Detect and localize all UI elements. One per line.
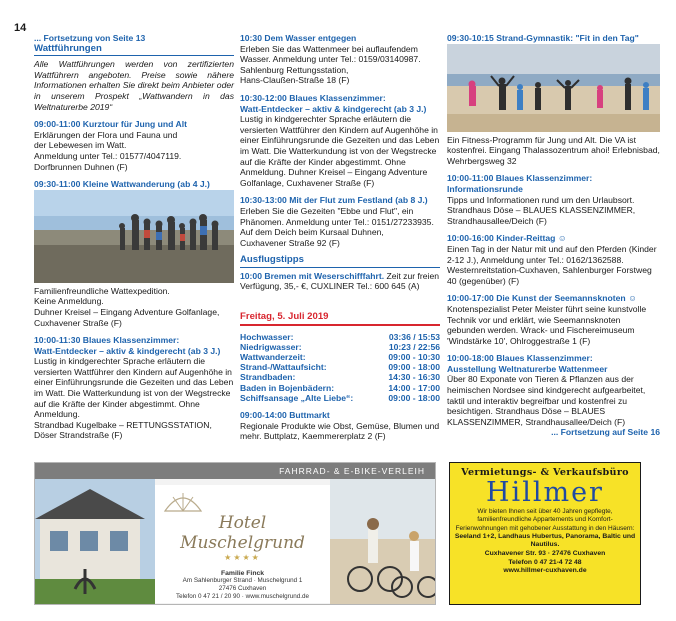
event-text: Ein Fitness-Programm für Jung und Alt. Die VA ist kostenfrei. Eingang Thalassozentrum ahoi! Erlebnisbad, Wehrbergsweg 32 [447,134,660,166]
event-title: 09:30-10:15 Strand-Gymnastik: "Fit in den Tag" [447,33,639,43]
event-title: 10:30-13:00 Mit der Flut zum Festland (ab 8 J.) [240,195,428,206]
table-row [240,332,440,342]
event-text: Knotenspezialist Peter Meister führt seine kunstvolle Technik vor und erklärt, wie Seemannsknoten gebunden werden. Wrack- und Fischereimuseum 'Windstärke 10', Ohlroggestraße 1 (F) [447,303,647,346]
table-row [240,352,440,362]
event-subtitle: Watt-Entdecker – aktiv & kindgerecht (ab 3 J.) [34,345,221,356]
event-line: Erklärungen der Flora und Fauna und [34,129,178,140]
event-mit-der-flut [240,195,440,248]
event-title: 10:00-17:00 Die Kunst der Seemannsknoten ☺ [447,293,637,304]
hotel-house-photo [35,479,155,605]
event-text: Lustig in kindgerechter Sprache erläutern die versierten Wattführer den Kindern auf Augenhöhe in einer Einführungsrunde die Gezeiten und das Leben im Watt. Die Watterkundung ist von der Wegstrecke auf die Kräfte der Kinder abgestimmt. Ohne Anmeldung. [34,356,234,420]
event-dem-wasser-entgegen [240,33,440,86]
time-value: 09:00 - 18:00 [388,392,440,403]
continued-on: ... Fortsetzung auf Seite 16 [551,427,660,438]
event-line: der Lebewesen im Watt. [34,140,127,151]
continued-from: ... Fortsetzung von Seite 13 [34,33,146,43]
time-value: 14:00 - 17:00 [388,382,440,393]
time-label: Strandbaden: [240,372,296,383]
event-kleine-wattwanderung [34,179,234,328]
event-line: Keine Anmeldung. [34,296,104,307]
event-ausstellung [447,353,660,438]
table-row [240,362,440,372]
event-informationsrunde [447,173,660,226]
event-line: Döser Strandstraße (F) [34,430,123,441]
ad-houses: Seeland 1+2, Landhaus Hubertus, Panorama, Baltic und Nautilus. [454,532,636,549]
event-title: 10:00-18:00 Blaues Klassenzimmer: [447,353,593,364]
event-kurztour [34,119,234,172]
watt-walkers-photo [34,190,234,283]
trip-title: 10:00 Bremen mit Weserschifffahrt. [240,270,385,281]
ad-phone: Telefon 0 47 21-4 72 48 [508,558,582,566]
event-text: Lustig in kindgerechter Sprache erläutern die versierten Wattführer den Kindern auf Augenhöhe in einer Einführungsrunde die Gezeiten und das Leben im Watt. Die Watterkundung ist von der Wegstrecke auf die Kräfte der Kinder abgestimmt. Ohne Anmeldung. Duhner Kreisel – Eingang Adventure Golfanlage, Cuxhavener Straße (F) [240,114,440,188]
section-title-ausflugstipps: Ausflugstipps [240,255,440,268]
column-2 [240,33,440,449]
table-row [240,372,440,382]
event-line: Dorfbrunnen Duhnen (F) [34,161,128,172]
column-3 [447,33,660,445]
event-subtitle: Informationsrunde [447,183,523,194]
event-text: Einen Tag in der Natur mit und auf den Pferden (Kinder 2-12 J.), Anmeldung unter Tel.: 0162/1362588. Westernreitstation-Cuxhaven, Sahlenburger Forstweg 40 (gegenüber) (F) [447,243,657,286]
event-text: Erleben Sie die Gezeiten "Ebbe und Flut", ein Phänomen. Anmeldung unter Tel.: 0151/27233935. Auf dem Deich beim Kursaal Duhnen, [240,205,434,238]
event-text: Tipps und Informationen rund um den Urlaubsort. Strandhaus Döse – BLAUES KLASSENZIMMER, Strandhausallee/Deich (F) [447,194,636,226]
hotel-card [155,485,330,603]
ad-top-line: Vermietungs- & Verkaufsbüro [461,467,629,478]
shell-logo-icon [163,491,203,513]
event-line: Familienfreundliche Wattexpedition. [34,285,170,296]
ad-banner: FAHRRAD- & E-BIKE-VERLEIH [35,463,435,479]
time-label: Wattwanderzeit: [240,352,306,363]
event-subtitle: Watt-Entdecker – aktiv & kindgerecht (ab 3 J.) [240,103,427,114]
hotel-name: Hotel Muschelgrund [180,513,305,553]
table-row [240,383,440,393]
trip-bremen [240,271,440,292]
event-subtitle: Ausstellung Weltnaturerbe Wattenmeer [447,363,608,374]
hillmer-ad [449,462,641,605]
event-kinder-reittag [447,233,660,286]
table-row [240,342,440,352]
ad-address: Cuxhavener Str. 93 · 27476 Cuxhaven [484,550,606,558]
event-title: 10:00-11:30 Blaues Klassenzimmer: [34,335,180,346]
time-value: 09:00 - 18:00 [388,362,440,373]
table-row [240,393,440,403]
event-line: Duhner Kreisel – Eingang Adventure Golfanlage, [34,306,220,317]
hotel-family: Familie Finck [220,570,265,577]
ad-text: Wir bieten Ihnen seit über 40 Jahren gepflegte, familienfreundliche Appartements und Komfort-Ferienwohnungen mit gehobener Ausstattung in den Häusern: [455,508,635,532]
event-text: Über 80 Exponate von Tieren & Pflanzen aus der heimischen Nordsee sind kindgerecht aufgearbeitet, taktil und interaktiv begreifbar und kostenfrei zu besichtigen. Strandhaus Döse – BLAUES KLASSENZIMMER, Strandhausallee/Deich (F) [447,374,646,427]
event-text: Erleben Sie das Wattenmeer bei auflaufendem Wasser. Anmeldung unter Tel.: 0159/03140987. Sahlenburg Rettungsstation, [240,43,421,75]
time-label: Niedrigwasser: [240,341,302,352]
hotel-address-2: 27476 Cuxhaven [218,585,267,592]
event-watt-entdecker-2 [240,93,440,188]
time-value: 10:23 / 22:56 [388,341,440,352]
beach-gymnastics-photo [447,44,660,132]
section-title-wattfuehrungen: Wattführungen [34,44,234,57]
page-number: 14 [14,22,27,34]
event-line: Anmeldung unter Tel.: 01577/4047119. [34,150,182,161]
event-text: Regionale Produkte wie Obst, Gemüse, Blumen und mehr. Buttplatz, Kaemmererplatz 2 (F) [240,420,440,442]
ad-website: www.hillmer-cuxhaven.de [503,567,587,575]
hotel-muschelgrund-ad [34,462,436,605]
event-title: 09:30-11:00 Kleine Wattwanderung (ab 4 J.) [34,179,210,190]
event-title: 10:30-12:00 Blaues Klassenzimmer: [240,92,386,103]
time-label: Schiffsansage „Alte Liebe“: [240,392,354,403]
time-label: Baden in Bojenbädern: [240,382,335,393]
event-strand-gymnastik [447,33,660,166]
event-line: Cuxhavener Straße (F) [34,317,122,328]
event-line: Hans-Claußen-Straße 18 (F) [240,75,350,86]
event-watt-entdecker-1 [34,335,234,441]
event-title: 10:00-11:00 Blaues Klassenzimmer: [447,173,593,184]
event-title: 09:00-14:00 Buttmarkt [240,410,330,421]
time-value: 09:00 - 10:30 [388,352,440,363]
event-title: 10:30 Dem Wasser entgegen [240,33,357,43]
intro-text: Alle Wattführungen werden von zertifizierten Wattführern angeboten. Preise sowie nähere Informationen erhalten Sie direkt beim Anbieter oder in unserem Prospekt „Wattwandern in das Weltnaturerbe 2019“ [34,59,234,112]
rating-stars: ★★★★ [224,553,261,562]
event-seemannsknoten [447,293,660,346]
tide-times-table [240,332,440,403]
time-label: Hochwasser: [240,331,294,342]
column-1 [34,33,234,448]
time-label: Strand-/Wattaufsicht: [240,362,327,373]
event-buttmarkt [240,410,440,442]
event-title: 10:00-16:00 Kinder-Reittag ☺ [447,233,567,244]
hotel-contact: Telefon 0 47 21 / 20 90 · www.muschelgrund.de [175,593,309,600]
hillmer-logo: Hillmer [486,477,604,508]
cyclists-beach-photo [330,479,436,605]
trip-text: Zeit zur freien Verfügung, 35,- €, CUXLINER Tel.: 600 645 (A) [240,270,440,292]
date-header: Freitag, 5. Juli 2019 [240,312,440,326]
event-line: Strandbad Kugelbake – RETTUNGSSTATION, [34,419,212,430]
time-value: 03:36 / 15:53 [388,331,440,342]
event-line: Cuxhavener Straße 92 (F) [240,237,340,248]
event-title: 09:00-11:00 Kurztour für Jung und Alt [34,119,187,130]
time-value: 14:30 - 16:30 [388,372,440,383]
hotel-address-1: Am Sahlenburger Strand · Muschelgrund 1 [182,577,303,584]
